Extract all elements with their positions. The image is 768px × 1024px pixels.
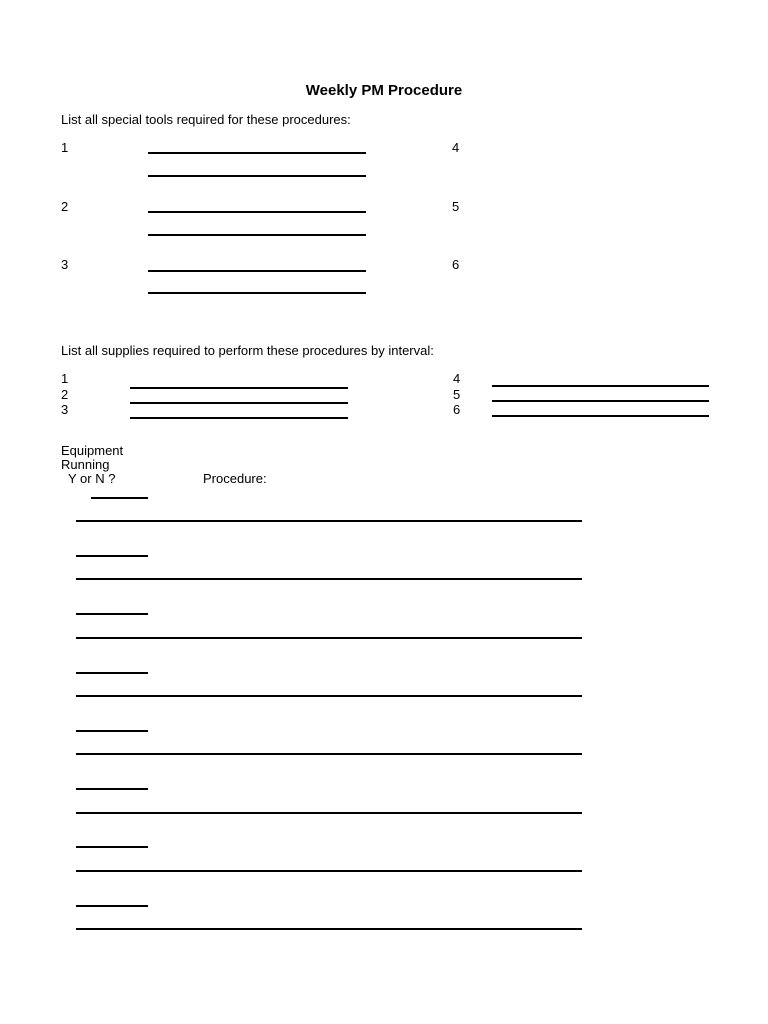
tools-number-6: 6: [452, 257, 460, 272]
tool-entry-line[interactable]: [148, 175, 366, 177]
procedure-line[interactable]: [76, 928, 582, 930]
supply-entry-line[interactable]: [492, 385, 709, 387]
supply-entry-line[interactable]: [130, 387, 348, 389]
supplies-number-5: 5: [453, 387, 461, 402]
tool-entry-line[interactable]: [148, 152, 366, 154]
tool-entry-line[interactable]: [148, 292, 366, 294]
supplies-number-1: 1: [61, 371, 69, 386]
running-yn-line[interactable]: [76, 905, 148, 907]
tools-number-3: 3: [61, 257, 69, 272]
supply-entry-line[interactable]: [492, 415, 709, 417]
running-yn-line[interactable]: [76, 555, 148, 557]
running-yn-line[interactable]: [76, 846, 148, 848]
procedure-line[interactable]: [76, 870, 582, 872]
supplies-number-3: 3: [61, 402, 69, 417]
supplies-number-4: 4: [453, 371, 461, 386]
page-title: Weekly PM Procedure: [305, 82, 463, 99]
equipment-running-label-line3: Y or N ?: [68, 471, 116, 486]
procedure-line[interactable]: [76, 753, 582, 755]
supplies-heading: List all supplies required to perform these procedures by interval:: [61, 343, 434, 358]
running-yn-line[interactable]: [76, 613, 148, 615]
tools-heading: List all special tools required for these procedures:: [61, 112, 351, 127]
equipment-running-label-line1: Equipment: [61, 443, 124, 458]
procedure-line[interactable]: [76, 637, 582, 639]
tools-number-5: 5: [452, 199, 460, 214]
tools-number-2: 2: [61, 199, 69, 214]
supply-entry-line[interactable]: [130, 417, 348, 419]
supplies-number-2: 2: [61, 387, 69, 402]
procedure-line[interactable]: [76, 578, 582, 580]
supply-entry-line[interactable]: [492, 400, 709, 402]
running-yn-line[interactable]: [76, 672, 148, 674]
procedure-line[interactable]: [76, 695, 582, 697]
running-yn-line[interactable]: [76, 730, 148, 732]
tool-entry-line[interactable]: [148, 270, 366, 272]
supply-entry-line[interactable]: [130, 402, 348, 404]
tools-number-1: 1: [61, 140, 69, 155]
procedure-label: Procedure:: [203, 471, 267, 486]
supplies-number-6: 6: [453, 402, 461, 417]
tool-entry-line[interactable]: [148, 234, 366, 236]
procedure-line[interactable]: [76, 812, 582, 814]
equipment-running-label-line2: Running: [61, 457, 110, 472]
running-yn-line[interactable]: [76, 788, 148, 790]
tools-number-4: 4: [452, 140, 460, 155]
tool-entry-line[interactable]: [148, 211, 366, 213]
running-yn-line[interactable]: [91, 497, 148, 499]
procedure-line[interactable]: [76, 520, 582, 522]
